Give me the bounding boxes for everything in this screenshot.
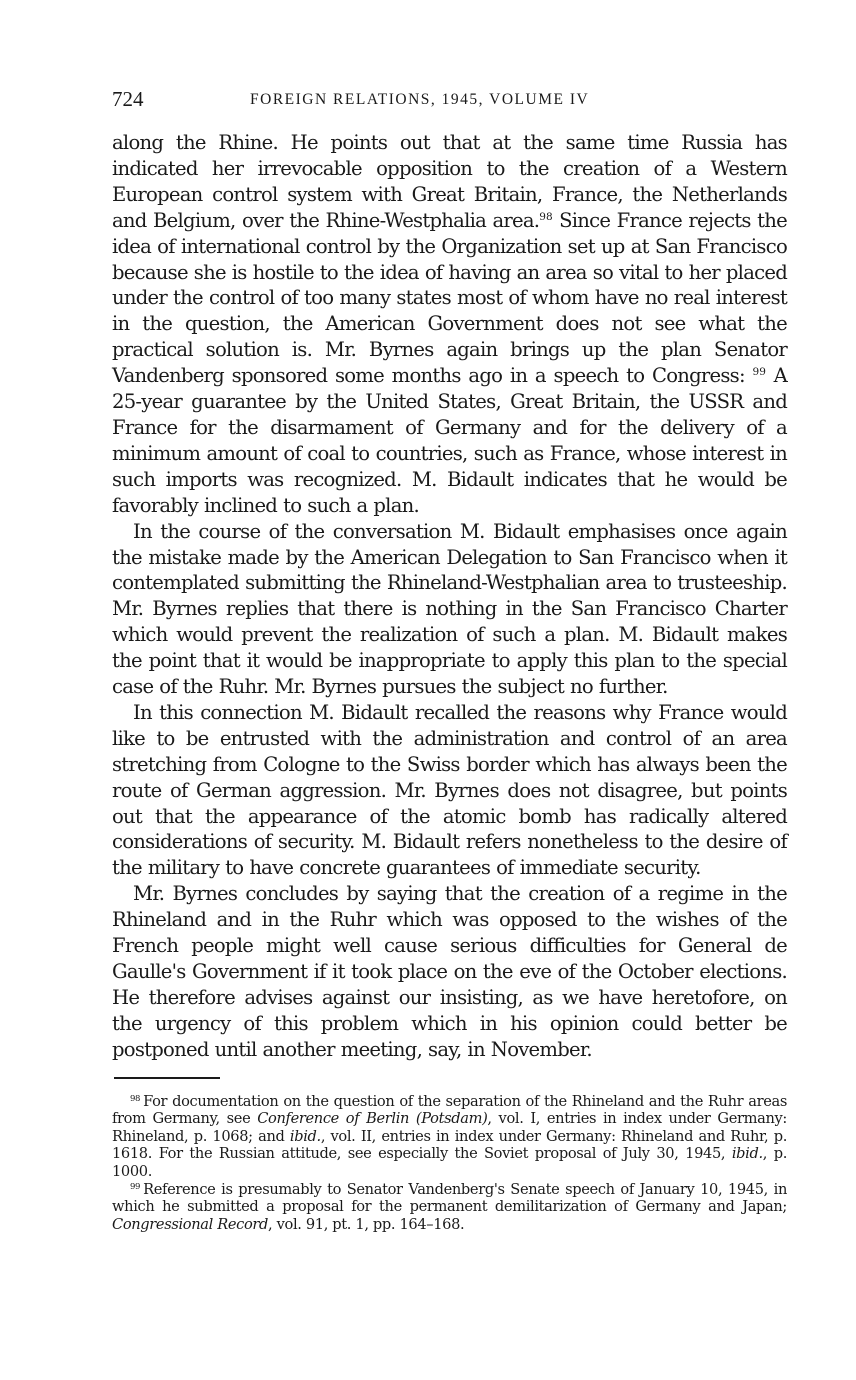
page-number: 724 (112, 87, 144, 111)
page-header (112, 86, 787, 120)
footnote-99-text-1: Reference is presumably to Senator Vandenberg's Senate speech of January 10, 1945, in which he submitted a proposal for the permanent demilitarization of Germany and Japan; (112, 1180, 787, 1216)
footnote-98-italic-3: ibid. (731, 1145, 763, 1163)
paragraph-1-part-c: A 25-year guarantee by the United States, Great Britain, the USSR and France for the disarmament of Germany and for the delivery of a minimum amount of coal to countries, such as France, whose interest in such imports was recognized. M. Bidault indicates that he would be favorably inclined to such a plan. (112, 364, 787, 517)
body-text (112, 130, 787, 1063)
paragraph-2: In the course of the conversation M. Bidault emphasises once again the mistake made by the American Delegation to San Francisco when it contemplated submitting the Rhineland-Westphalian area to trusteeship. Mr. Byrnes replies that there is nothing in the San Francisco Charter which would prevent the realization of such a plan. M. Bidault makes the point that it would be inappropriate to apply this plan to the special case of the Ruhr. Mr. Byrnes pursues the subject no further. (112, 519, 787, 699)
footnote-98 (112, 1093, 787, 1181)
footnote-divider (114, 1077, 220, 1079)
paragraph-1 (112, 130, 787, 519)
footnote-99-mark: 99 (130, 1181, 141, 1192)
paragraph-4: Mr. Byrnes concludes by saying that the creation of a regime in the Rhineland and in the Ruhr which was opposed to the wishes of the French people might well cause serious difficulties for General de Gaulle's Government if it took place on the eve of the October elections. He therefore advises against our insisting, as we have heretofore, on the urgency of this problem which in his opinion could better be postponed until another meeting, say, in November. (112, 882, 787, 1061)
paragraph-1-part-b: Since France rejects the idea of international control by the Organization set up at San Francisco because she is hostile to the idea of having an area so vital to her placed under the control of too many states most of whom have no real interest in the question, the American Government does not see what the practical solution is. Mr. Byrnes again brings up the plan Senator Vandenberg sponsored some months ago in a speech to Congress: (112, 208, 787, 388)
paragraph-3: In this connection M. Bidault recalled the reasons why France would like to be entrusted with the administration and control of an area stretching from Cologne to the Swiss border which has always been the route of German aggression. Mr. Byrnes does not disagree, but points out that the appearance of the atomic bomb has radically altered considerations of security. M. Bidault refers nonetheless to the desire of the military to have concrete guarantees of immediate security. (112, 700, 787, 880)
paragraph-1-part-a: along the Rhine. He points out that at the same time Russia has indicated her irrevocable opposition to the creation of a Western European control system with Great Britain, France, the Netherlands and Belgium, over the Rhine-Westphalia area. (112, 131, 787, 232)
footnote-99-italic-1: Congressional Record (112, 1215, 269, 1233)
footnote-98-text-2: , vol. I, entries in index under Germany: Rhineland, p. 1068; and (112, 1110, 787, 1145)
footnote-98-text-1: For documentation on the question of the separation of the Rhineland and the Ruhr areas from Germany, see (112, 1092, 787, 1128)
footnotes (112, 1093, 787, 1234)
document-page (112, 86, 787, 1233)
footnote-98-text-4: , p. 1000. (112, 1145, 787, 1180)
footnote-98-italic-1: Conference of Berlin (Potsdam) (257, 1110, 488, 1128)
footnote-99 (112, 1181, 787, 1234)
footnote-98-text-3: , vol. II, entries in index under Germany: Rhineland and Ruhr, p. 1618. For the Russian attitude, see especially the Soviet proposal of July 30, 1945, (112, 1127, 787, 1163)
footnote-ref-98[interactable]: 98 (539, 210, 553, 223)
footnote-ref-99[interactable]: 99 (752, 366, 766, 379)
footnote-98-italic-2: ibid. (289, 1127, 321, 1145)
footnote-99-text-2: , vol. 91, pt. 1, pp. 164–168. (268, 1215, 465, 1233)
footnote-98-mark: 98 (130, 1093, 141, 1104)
running-head: FOREIGN RELATIONS, 1945, VOLUME IV (250, 91, 590, 108)
